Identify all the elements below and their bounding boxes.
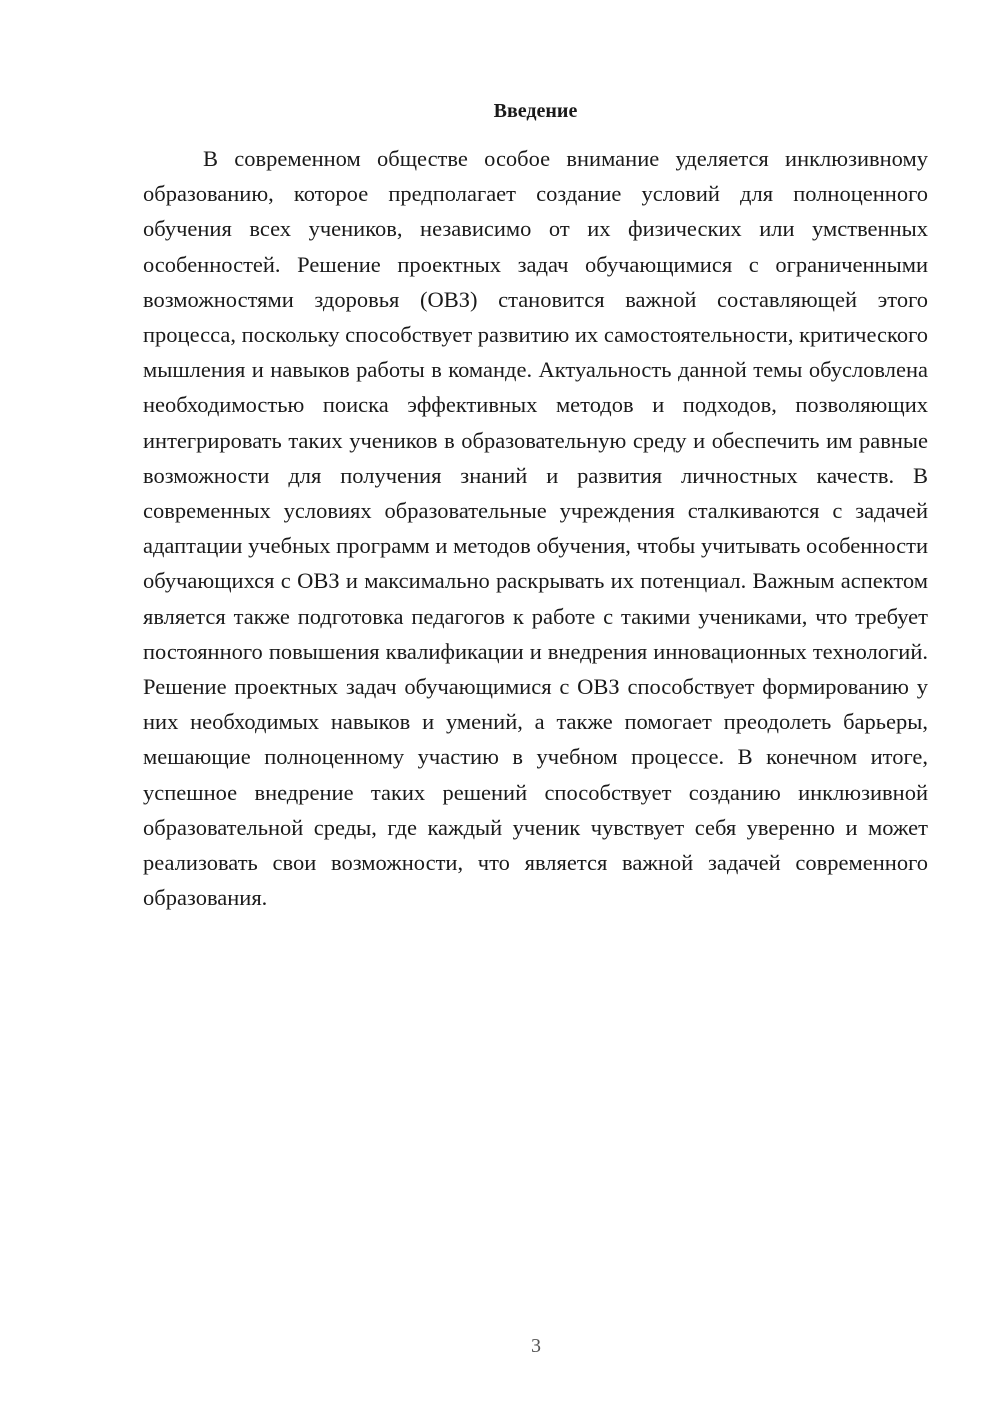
page-number: 3 [531, 1335, 541, 1357]
page-title: Введение [493, 100, 578, 122]
body-paragraph: В современном обществе особое внимание уделяется инклюзивному образованию, которое предполагает создание условий для полноценного обучения всех учеников, независимо от их физических или умственных особенностей. Решение проектных задач обучающимися с ограниченными возможностями здоровья (ОВЗ) становится важной составляющей этого процесса, поскольку способствует развитию их самостоятельности, критического мышления и навыков работы в команде. Актуальность данной темы обусловлена необходимостью поиска эффективных методов и подходов, позволяющих интегрировать таких учеников в образовательную среду и обеспечить им равные возможности для получения знаний и развития личностных качеств. В современных условиях образовательные учреждения сталкиваются с задачей адаптации учебных программ и методов обучения, чтобы учитывать особенности обучающихся с ОВЗ и максимально раскрывать их потенциал. Важным аспектом является также подготовка педагогов к работе с такими учениками, что требует постоянного повышения квалификации и внедрения инновационных технологий. Решение проектных задач обучающимися с ОВЗ способствует формированию у них необходимых навыков и умений, а также помогает преодолеть барьеры, мешающие полноценному участию в учебном процессе. В конечном итоге, успешное внедрение таких решений способствует созданию инклюзивной образовательной среды, где каждый ученик чувствует себя уверенно и может реализовать свои возможности, что является важной задачей современного образования. [143, 146, 928, 911]
